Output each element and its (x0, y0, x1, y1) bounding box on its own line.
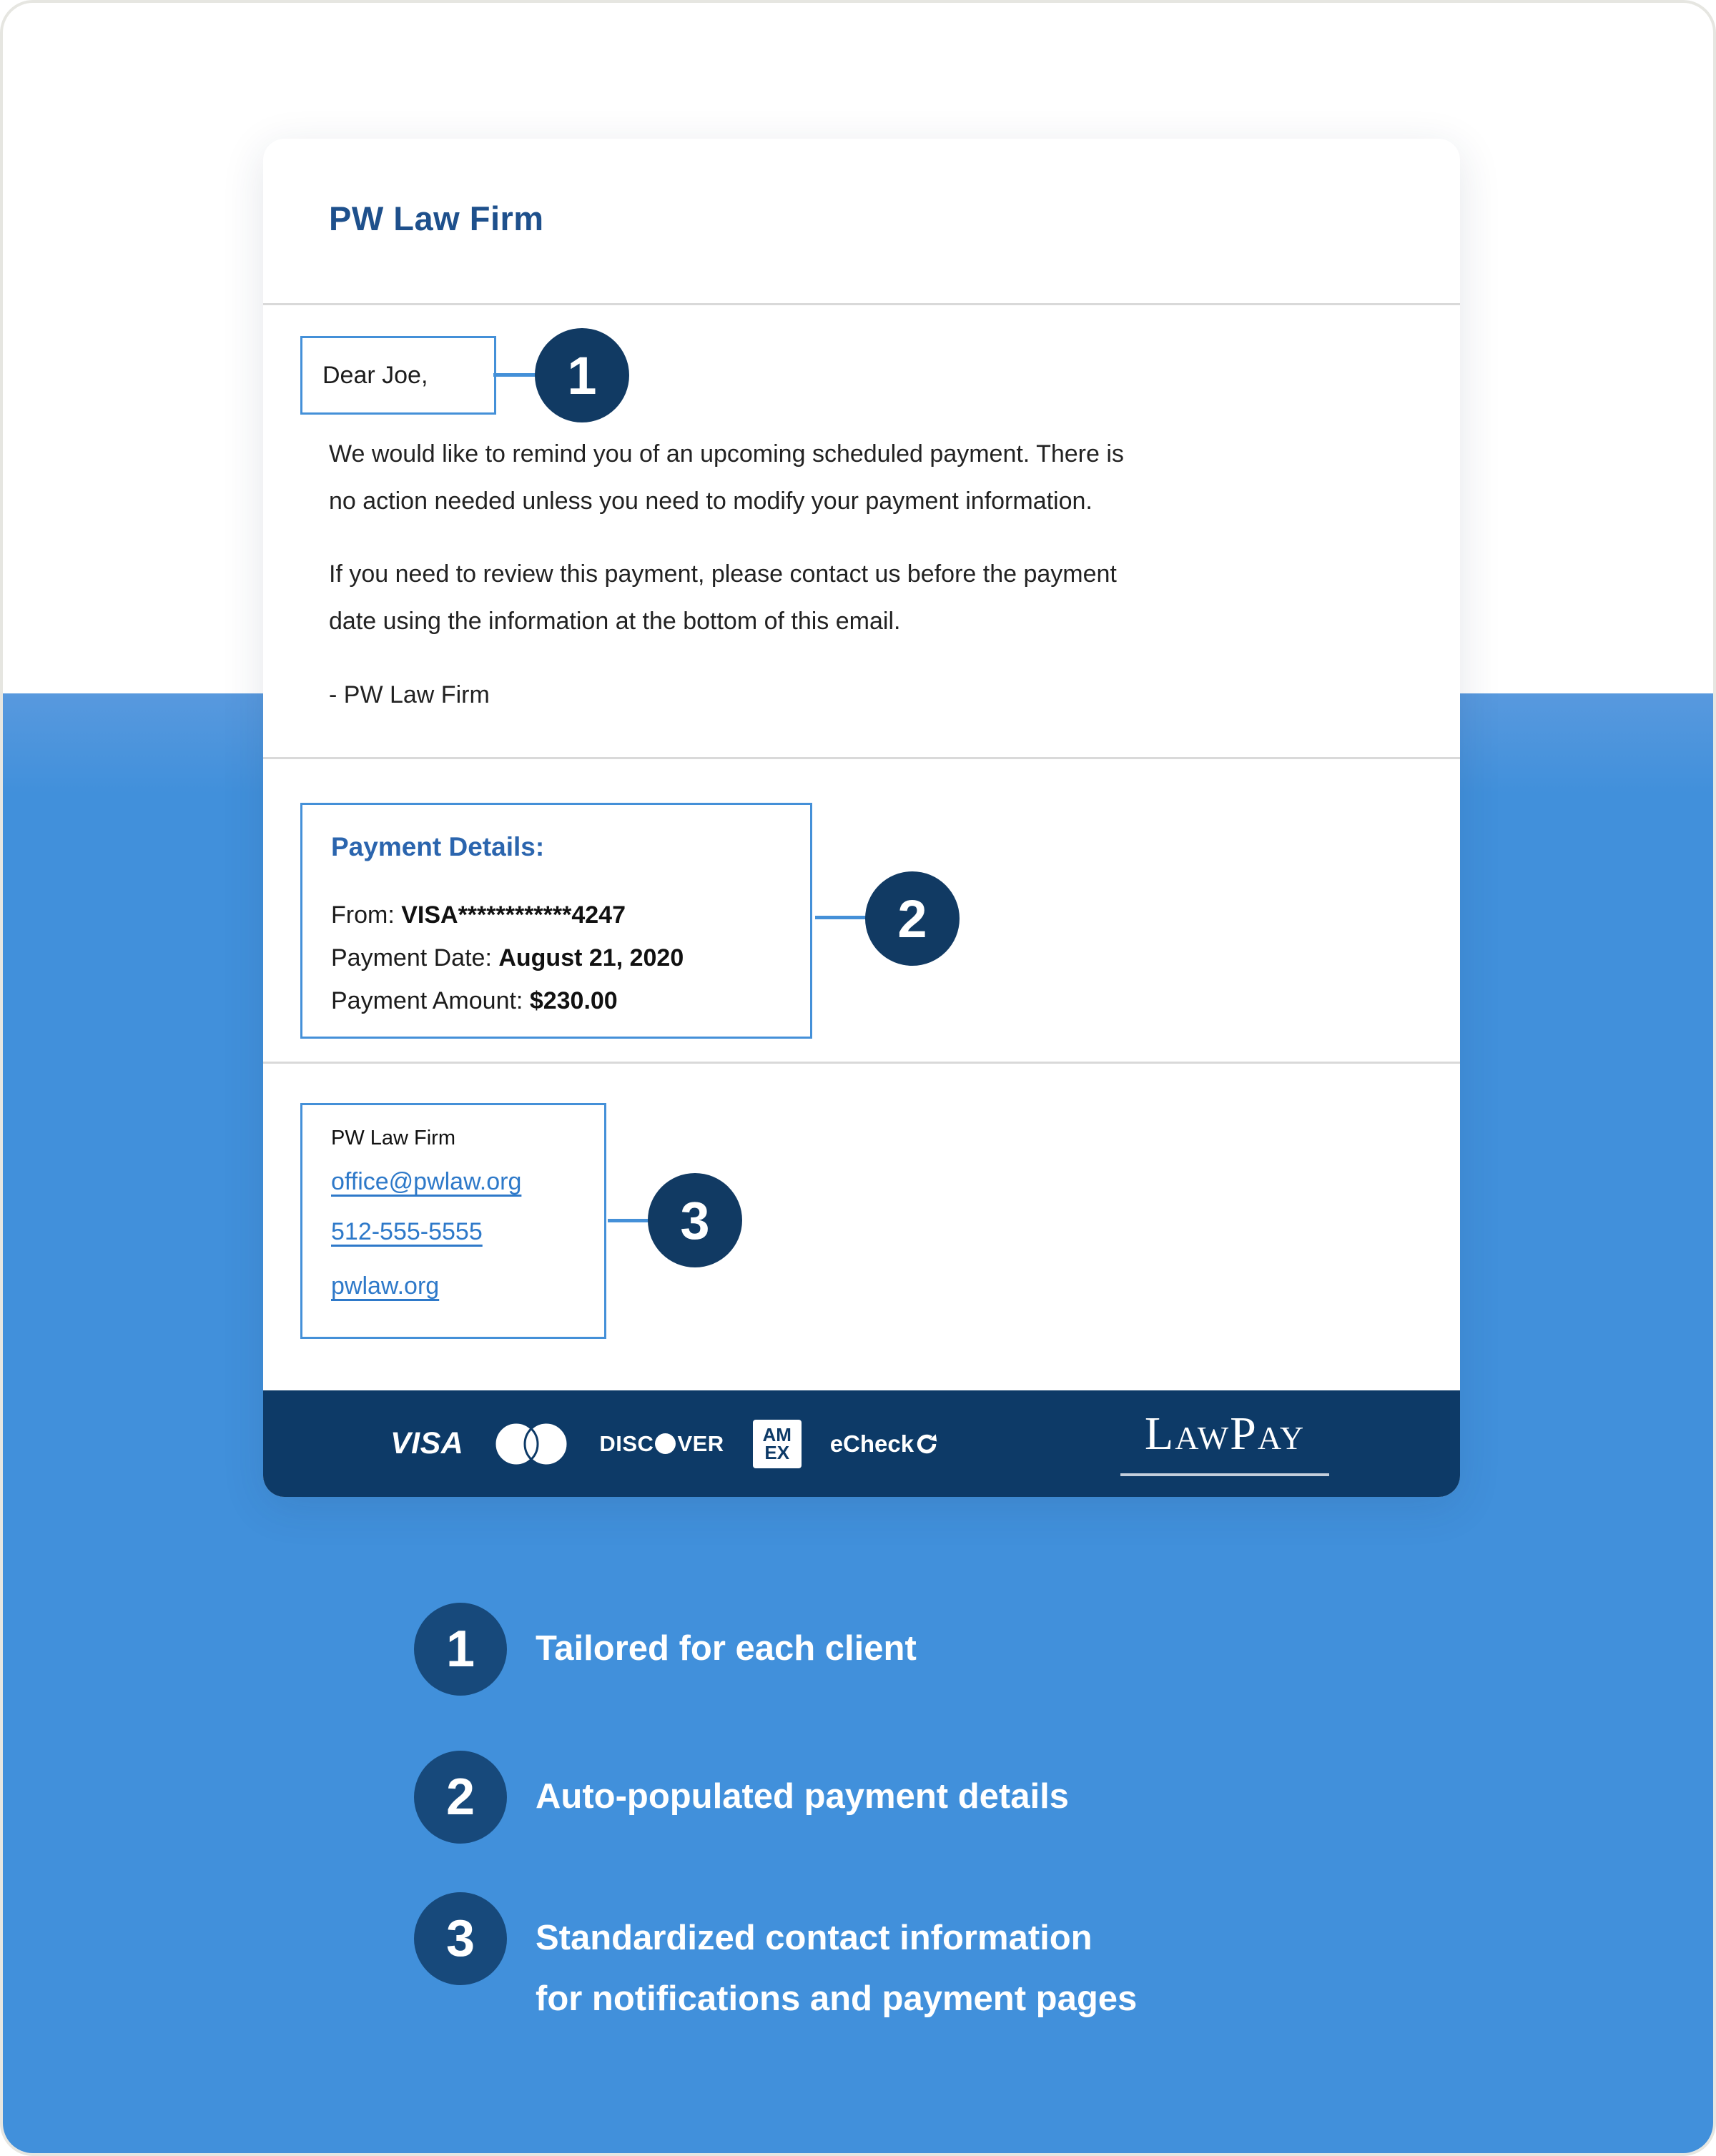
legend-2-badge (414, 1751, 507, 1844)
legend-3-badge (414, 1892, 507, 1985)
contact-email-link[interactable]: office@pwlaw.org (331, 1168, 522, 1195)
payment-amount-value: $230.00 (529, 987, 618, 1014)
contact-phone-link[interactable]: 512-555-5555 (331, 1218, 483, 1245)
paragraph-line: date using the information at the bottom of this email. (329, 608, 901, 635)
legend-3-label-line-2: for notifications and payment pages (536, 1979, 1138, 2018)
payment-date-value: August 21, 2020 (498, 944, 684, 971)
paragraph-line: We would like to remind you of an upcoming scheduled payment. There is (329, 440, 1124, 468)
callout-3-number: 3 (680, 1190, 710, 1250)
echeck-text: eCheck (829, 1430, 914, 1457)
contact-firm-name: PW Law Firm (331, 1127, 455, 1149)
visa-logo: VISA (390, 1426, 464, 1460)
amex-logo (753, 1420, 802, 1468)
contact-website-link[interactable]: pwlaw.org (331, 1272, 440, 1300)
callout-1-number: 1 (567, 345, 597, 405)
lawpay-underline (1120, 1473, 1329, 1476)
contact-highlight-box (300, 1103, 606, 1339)
divider (263, 1062, 1460, 1064)
lawpay-letters-aw: AW (1175, 1420, 1231, 1456)
legend-2-number: 2 (445, 1769, 475, 1826)
legend-3-number: 3 (445, 1910, 475, 1967)
lawpay-letter-l: L (1144, 1408, 1175, 1460)
lawpay-letter-p: P (1230, 1408, 1258, 1460)
payment-from-value: VISA************4247 (401, 901, 626, 929)
payment-details-rows (331, 894, 684, 1022)
payment-from-row (331, 894, 684, 936)
paragraph-line: If you need to review this payment, please contact us before the payment (329, 560, 1117, 588)
legend-1-number: 1 (445, 1621, 475, 1678)
discover-logo (599, 1431, 724, 1457)
echeck-logo (830, 1430, 937, 1458)
callout-3-connector-line (608, 1219, 654, 1222)
callout-2-connector-line (815, 916, 871, 919)
discover-o-dot-icon (655, 1433, 676, 1454)
payment-methods-logo-row (390, 1390, 937, 1497)
greeting-highlight-box (300, 336, 496, 415)
legend-3-label-line-1: Standardized contact information (536, 1919, 1093, 1957)
email-preview-card (263, 139, 1460, 1497)
lawpay-letters-ay: AY (1257, 1420, 1306, 1456)
email-signoff: - PW Law Firm (329, 681, 490, 708)
divider (263, 303, 1460, 305)
paragraph-line: no action needed unless you need to modify your payment information. (329, 488, 1093, 515)
payment-from-label: From: (331, 901, 402, 929)
payment-details-highlight-box (300, 803, 812, 1039)
payment-date-row (331, 936, 684, 979)
payment-amount-label: Payment Amount: (331, 987, 530, 1014)
discover-text-prefix: DISC (599, 1430, 654, 1456)
callout-2-badge (865, 871, 960, 966)
payment-details-heading: Payment Details: (331, 832, 545, 861)
mastercard-icon (492, 1420, 571, 1468)
lawpay-wordmark (1144, 1408, 1306, 1469)
callout-2-number: 2 (897, 889, 927, 949)
callout-3-badge (648, 1173, 742, 1267)
email-firm-header: PW Law Firm (329, 199, 544, 237)
greeting-text: Dear Joe, (322, 362, 428, 389)
legend-1-badge (414, 1603, 507, 1696)
amex-line-2: EX (764, 1441, 790, 1463)
email-paragraph-1 (329, 430, 1124, 525)
legend-2-label: Auto-populated payment details (536, 1777, 1069, 1816)
callout-1-badge (535, 328, 629, 422)
email-paragraph-2 (329, 550, 1117, 645)
divider (263, 757, 1460, 759)
payment-amount-row (331, 979, 684, 1022)
echeck-refresh-arrow-icon (916, 1433, 937, 1455)
legend-1-label: Tailored for each client (536, 1629, 917, 1668)
lawpay-logo (1120, 1390, 1329, 1497)
amex-line-1: AM (762, 1423, 792, 1445)
email-footer-bar (263, 1390, 1460, 1497)
payment-date-label: Payment Date: (331, 944, 499, 971)
discover-text-suffix: VER (677, 1430, 724, 1456)
